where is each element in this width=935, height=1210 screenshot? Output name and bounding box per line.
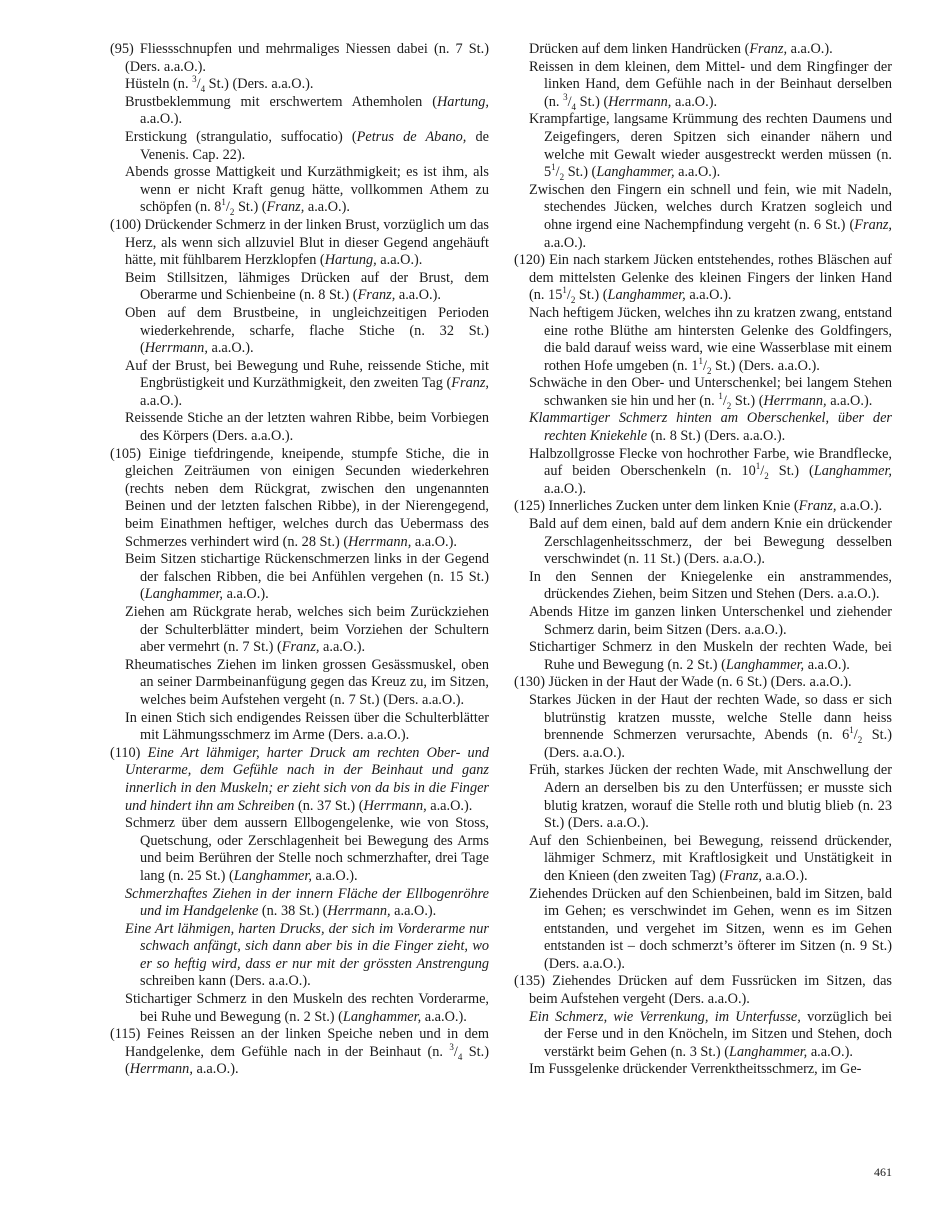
symptom-entry: Hüsteln (n. $^3/_4$ St.) (Ders. a.a.O.).: [125, 74, 314, 95]
symptom-entry: Ziehendes Drücken auf den Schienbeinen, bald im Sitzen, bald im Gehen; es verschwindet im Gehen, wenn es im Sitzen entstanden, und vergehet im Sitzen, wenn es im Gehen entstanden ist – doch schmerzt’s öfterer im Sitzen (n. 9 St.) (Ders. a.a.O.).: [529, 885, 892, 972]
right-text-column: [514, 41, 892, 1079]
symptom-entry: (100) Drückender Schmerz in der linken Brust, vorzüglich um das Herz, als wenn sich allzuviel Blut in dieser Gegend angehäuft hätte, mit fühlbarem Herzklopfen (Hartung, a.a.O.).: [110, 216, 489, 269]
symptom-entry: Starkes Jücken in der Haut der rechten Wade, so dass er sich blutrünstig kratzen musste, welche Stelle dann heiss brennende Schmerzen verursachte, Abends (n. $6^1/_2$ St.) (Ders. a.a.O.).: [529, 691, 892, 761]
symptom-entry: (120) Ein nach starkem Jücken entstehendes, rothes Bläschen auf dem mittelsten Gelenke des kleinen Fingers der linken Hand (n. $15^1/_2$ St.) (Langhammer, a.a.O.).: [514, 252, 892, 306]
symptom-entry: (95) Fliessschnupfen und mehrmaliges Niessen dabei (n. 7 St.) (Ders. a.a.O.).: [110, 41, 489, 75]
symptom-entry: Rheumatisches Ziehen im linken grossen Gesässmuskel, oben an seiner Darmbeinanfügung gegen das Kreuz zu, im Sitzen, welches beim Aufstehen vergeht (n. 7 St.) (Ders. a.a.O.).: [125, 656, 489, 708]
symptom-entry: Stichartiger Schmerz in den Muskeln des rechten Vorderarme, bei Ruhe und Bewegung (n. 2 St.) (Langhammer, a.a.O.).: [125, 991, 489, 1025]
symptom-entry: Früh, starkes Jücken der rechten Wade, mit Anschwellung der Adern an derselben bis zu den Unterfüssen; er musste sich blutig kratzen, worauf die Stelle roth und blutig blieb (n. 23 St.) (Ders. a.a.O.).: [529, 762, 892, 832]
symptom-entry: (110) Eine Art lähmiger, harter Druck am rechten Ober- und Unterarme, dem Gefühle nach in der Beinhaut und ganz innerlich in den Muskeln; er zieht sich von da bis in die Finger und hindert ihn am Schreiben (n. 37 St.) (Herrmann, a.a.O.).: [110, 744, 489, 814]
symptom-entry: Nach heftigem Jücken, welches ihn zu kratzen zwang, entstand eine rothe Blüthe am hintersten Gelenke des Goldfingers, die bald darauf weiss ward, wie eine Wasserblase mit einem rothen Hofe umgeben (n. $1^1/_2$ St.) (Ders. a.a.O.).: [529, 304, 892, 376]
symptom-entry: Krampfartige, langsame Krümmung des rechten Daumens und Zeigefingers, deren Spitzen sich einander nähern und welche mit Gewalt wieder ausgestreckt werden müssen (n. $5^1/_2$ St.) (Langhammer, a.a.O.).: [529, 111, 892, 183]
symptom-entry: Im Fussgelenke drückender Verrenktheitsschmerz, im Ge-: [529, 1061, 862, 1078]
symptom-entry: Beim Stillsitzen, lähmiges Drücken auf der Brust, dem Oberarme und Schienbeine (n. 8 St.) (Franz, a.a.O.).: [125, 269, 489, 304]
page-number: 461: [874, 1165, 892, 1179]
symptom-entry: Reissende Stiche an der letzten wahren Ribbe, beim Vorbiegen des Körpers (Ders. a.a.O.).: [125, 410, 489, 445]
symptom-entry: Bald auf dem einen, bald auf dem andern Knie ein drückender Zerschlagenheitsschmerz, der bei Bewegung desselben verschwindet (n. 11 St.) (Ders. a.a.O.).: [529, 516, 892, 568]
symptom-entry: Ein Schmerz, wie Verrenkung, im Unterfusse, vorzüglich bei der Ferse und in den Knöcheln, im Sitzen und Stehen, doch verstärkt beim Gehen (n. 3 St.) (Langhammer, a.a.O.).: [529, 1008, 892, 1060]
symptom-entry: Schmerzhaftes Ziehen in der innern Fläche der Ellbogenröhre und im Handgelenke (n. 38 St.) (Herrmann, a.a.O.).: [125, 885, 489, 920]
symptom-entry: Beim Sitzen stichartige Rückenschmerzen links in der Gegend der falschen Ribben, die bei Anfühlen vergehen (n. 15 St.) (Langhammer, a.a.O.).: [125, 551, 489, 603]
symptom-entry: (105) Einige tiefdringende, kneipende, stumpfe Stiche, die in gleichen Zeiträumen von einigen Secunden wiederkehren (rechts neben dem Rückgrat, zwischen den ungenannten Beinen und der letzten falschen Ribbe), in der Nierengegend, beim Einathmen heftiger, welches durch das Uebermass des Schmerzes verhindert wird (n. 28 St.) (Herrmann, a.a.O.).: [110, 445, 489, 550]
symptom-entry: Abends Hitze im ganzen linken Unterschenkel und ziehender Schmerz darin, beim Sitzen (Ders. a.a.O.).: [529, 604, 892, 638]
symptom-entry: Eine Art lähmigen, harten Drucks, der sich im Vorderarme nur schwach anfängt, sich dann aber bis in die Finger zieht, wo er so heftig wird, dass er nur mit der grössten Anstrengung schreiben kann (Ders. a.a.O.).: [125, 920, 489, 990]
symptom-entry: Brustbeklemmung mit erschwertem Athemholen (Hartung, a.a.O.).: [125, 93, 489, 128]
left-text-column: [110, 41, 489, 1079]
symptom-entry: Oben auf dem Brustbeine, in ungleichzeitigen Perioden wiederkehrende, scharfe, flache Stiche (n. 32 St.) (Herrmann, a.a.O.).: [125, 304, 489, 357]
symptom-entry: Auf den Schienbeinen, bei Bewegung, reissend drückender, lähmiger Schmerz, mit Kraftlosigkeit und Unstätigkeit in den Knieen (den zweiten Tag) (Franz, a.a.O.).: [529, 832, 892, 884]
symptom-entry: Halbzollgrosse Flecke von hochrother Farbe, wie Brandflecke, auf beiden Oberschenkeln (n. $10^1/_2$ St.) (Langhammer, a.a.O.).: [529, 445, 892, 497]
symptom-entry: Auf der Brust, bei Bewegung und Ruhe, reissende Stiche, mit Engbrüstigkeit und Kurzäthmigkeit, den zweiten Tag (Franz, a.a.O.).: [125, 357, 489, 409]
symptom-entry: Reissen in dem kleinen, dem Mittel- und dem Ringfinger der linken Hand, dem Gefühle nach in der Beinhaut derselben (n. $^3/_4$ St.) (Herrmann, a.a.O.).: [529, 58, 892, 112]
symptom-entry: In einen Stich sich endigendes Reissen über die Schulterblätter mit Lähmungsschmerz im Arme (Ders. a.a.O.).: [125, 709, 489, 744]
symptom-entry: Schmerz über dem aussern Ellbogengelenke, wie von Stoss, Quetschung, oder Zerschlagenheit bei Bewegung des Arms und beim Berühren der Stelle noch schmerzhafter, drei Tage lang (n. 25 St.) (Langhammer, a.a.O.).: [125, 815, 489, 884]
symptom-entry: (115) Feines Reissen an der linken Speiche neben und in dem Handgelenke, dem Gefühle nach in der Beinhaut (n. $^3/_4$ St.) (Herrmann, a.a.O.).: [110, 1026, 489, 1078]
symptom-entry: Stichartiger Schmerz in den Muskeln der rechten Wade, bei Ruhe und Bewegung (n. 2 St.) (Langhammer, a.a.O.).: [529, 639, 892, 673]
symptom-entry: Drücken auf dem linken Handrücken (Franz, a.a.O.).: [529, 41, 833, 57]
symptom-entry: (135) Ziehendes Drücken auf dem Fussrücken im Sitzen, das beim Aufstehen vergeht (Ders. a.a.O.).: [514, 973, 892, 1008]
symptom-entry: Zwischen den Fingern ein schnell und fein, wie mit Nadeln, stechendes Jücken, welches durch Kratzen sogleich und ohne irgend eine Nachempfindung vergeht (n. 6 St.) (Franz, a.a.O.).: [529, 181, 892, 251]
symptom-entry: In den Sennen der Kniegelenke ein anstrammendes, drückendes Ziehen, beim Sitzen und Stehen (Ders. a.a.O.).: [529, 568, 892, 603]
symptom-entry: Klammartiger Schmerz hinten am Oberschenkel, über der rechten Kniekehle (n. 8 St.) (Ders. a.a.O.).: [529, 410, 892, 445]
symptom-entry: Schwäche in den Ober- und Unterschenkel; bei langem Stehen schwanken sie hin und her (n. $^1/_2$ St.) (Herrmann, a.a.O.).: [529, 375, 892, 411]
symptom-entry: Abends grosse Mattigkeit und Kurzäthmigkeit; es ist ihm, als wenn er nicht Kraft genug hätte, vollkommen Athem zu schöpfen (n. $8^1/_2$ St.) (Franz, a.a.O.).: [125, 164, 489, 218]
symptom-entry: (125) Innerliches Zucken unter dem linken Knie (Franz, a.a.O.).: [514, 498, 883, 515]
symptom-entry: Erstickung (strangulatio, suffocatio) (Petrus de Abano, de Venenis. Cap. 22).: [125, 128, 489, 163]
symptom-entry: (130) Jücken in der Haut der Wade (n. 6 St.) (Ders. a.a.O.).: [514, 674, 852, 691]
symptom-entry: Ziehen am Rückgrate herab, welches sich beim Zurückziehen der Schulterblätter mindert, beim Vorziehen der Schultern aber vermehrt (n. 7 St.) (Franz, a.a.O.).: [125, 604, 489, 656]
